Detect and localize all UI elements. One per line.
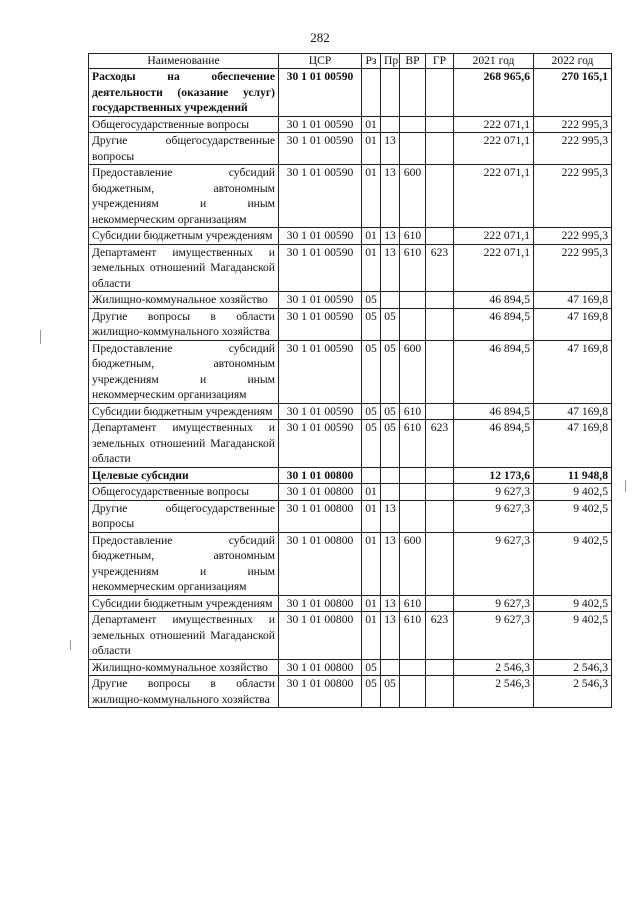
- row-csr: 30 1 01 00800: [279, 595, 362, 612]
- row-2021: 222 071,1: [454, 165, 534, 228]
- row-rz: 01: [362, 484, 381, 501]
- row-vr: [400, 133, 426, 165]
- row-2022: 47 169,8: [534, 420, 612, 468]
- table-row: [89, 484, 612, 501]
- row-pr: [381, 116, 400, 133]
- row-csr: 30 1 01 00590: [279, 292, 362, 309]
- table-row: [89, 403, 612, 420]
- row-rz: 01: [362, 532, 381, 595]
- row-name: Субсидии бюджетным учреждениям: [89, 403, 279, 420]
- row-2021: 222 071,1: [454, 244, 534, 292]
- table-row: [89, 500, 612, 532]
- row-2021: 9 627,3: [454, 612, 534, 660]
- row-rz: 01: [362, 165, 381, 228]
- row-gr: [426, 228, 454, 245]
- row-2021: 46 894,5: [454, 292, 534, 309]
- row-rz: [362, 467, 381, 484]
- row-gr: [426, 308, 454, 340]
- row-vr: [400, 292, 426, 309]
- row-rz: 01: [362, 228, 381, 245]
- row-name: Департамент имущественных и земельных отношений Магаданской области: [89, 244, 279, 292]
- row-pr: [381, 292, 400, 309]
- row-2022: 222 995,3: [534, 228, 612, 245]
- row-gr: 623: [426, 420, 454, 468]
- row-csr: 30 1 01 00590: [279, 69, 362, 117]
- row-gr: [426, 133, 454, 165]
- row-vr: [400, 659, 426, 676]
- table-row: [89, 420, 612, 468]
- row-pr: 13: [381, 165, 400, 228]
- row-name: Другие общегосударственные вопросы: [89, 500, 279, 532]
- header-vr: ВР: [400, 54, 426, 69]
- row-pr: [381, 659, 400, 676]
- row-csr: 30 1 01 00800: [279, 659, 362, 676]
- table-row: [89, 228, 612, 245]
- row-name: Предоставление субсидий бюджетным, автономным учреждениям и иным некоммерческим организациям: [89, 532, 279, 595]
- row-pr: 13: [381, 612, 400, 660]
- row-pr: [381, 69, 400, 117]
- row-csr: 30 1 01 00800: [279, 467, 362, 484]
- row-2022: 9 402,5: [534, 500, 612, 532]
- table-row: [89, 69, 612, 117]
- scan-mark: [625, 480, 626, 492]
- row-gr: [426, 403, 454, 420]
- row-csr: 30 1 01 00590: [279, 403, 362, 420]
- row-csr: 30 1 01 00800: [279, 612, 362, 660]
- row-pr: 05: [381, 340, 400, 403]
- row-vr: 610: [400, 244, 426, 292]
- row-2022: 222 995,3: [534, 116, 612, 133]
- row-name: Другие вопросы в области жилищно-коммунального хозяйства: [89, 308, 279, 340]
- row-pr: 13: [381, 244, 400, 292]
- row-pr: 05: [381, 676, 400, 708]
- row-gr: [426, 165, 454, 228]
- row-rz: 01: [362, 595, 381, 612]
- row-csr: 30 1 01 00590: [279, 133, 362, 165]
- table-row: [89, 676, 612, 708]
- table-body: [89, 69, 612, 708]
- row-2021: 46 894,5: [454, 403, 534, 420]
- row-name: Департамент имущественных и земельных отношений Магаданской области: [89, 612, 279, 660]
- row-2021: 9 627,3: [454, 484, 534, 501]
- scan-mark: [70, 640, 71, 650]
- row-name: Другие общегосударственные вопросы: [89, 133, 279, 165]
- row-gr: [426, 340, 454, 403]
- table-row: [89, 340, 612, 403]
- row-rz: 01: [362, 244, 381, 292]
- row-rz: 05: [362, 308, 381, 340]
- row-rz: 05: [362, 659, 381, 676]
- row-gr: 623: [426, 612, 454, 660]
- row-csr: 30 1 01 00590: [279, 244, 362, 292]
- row-rz: 01: [362, 612, 381, 660]
- row-pr: 05: [381, 308, 400, 340]
- row-vr: [400, 69, 426, 117]
- row-name: Субсидии бюджетным учреждениям: [89, 228, 279, 245]
- row-vr: 600: [400, 165, 426, 228]
- row-csr: 30 1 01 00590: [279, 420, 362, 468]
- table-row: [89, 467, 612, 484]
- row-name: Департамент имущественных и земельных отношений Магаданской области: [89, 420, 279, 468]
- row-name: Целевые субсидии: [89, 467, 279, 484]
- row-gr: [426, 484, 454, 501]
- header-rz: Рз: [362, 54, 381, 69]
- row-2021: 268 965,6: [454, 69, 534, 117]
- row-csr: 30 1 01 00800: [279, 676, 362, 708]
- row-2022: 222 995,3: [534, 244, 612, 292]
- row-2021: 46 894,5: [454, 308, 534, 340]
- row-pr: [381, 467, 400, 484]
- row-vr: 610: [400, 420, 426, 468]
- row-rz: 01: [362, 133, 381, 165]
- row-vr: [400, 116, 426, 133]
- row-2022: 47 169,8: [534, 403, 612, 420]
- row-2021: 9 627,3: [454, 595, 534, 612]
- row-csr: 30 1 01 00590: [279, 308, 362, 340]
- header-csr: ЦСР: [279, 54, 362, 69]
- page-number: 282: [310, 30, 330, 45]
- row-pr: 13: [381, 595, 400, 612]
- table-row: [89, 165, 612, 228]
- row-csr: 30 1 01 00590: [279, 116, 362, 133]
- row-2022: 270 165,1: [534, 69, 612, 117]
- row-2022: 9 402,5: [534, 595, 612, 612]
- row-name: Предоставление субсидий бюджетным, автономным учреждениям и иным некоммерческим организациям: [89, 340, 279, 403]
- row-vr: 610: [400, 403, 426, 420]
- table-row: [89, 595, 612, 612]
- row-gr: 623: [426, 244, 454, 292]
- row-csr: 30 1 01 00800: [279, 484, 362, 501]
- row-csr: 30 1 01 00590: [279, 165, 362, 228]
- table-row: [89, 612, 612, 660]
- row-gr: [426, 69, 454, 117]
- row-gr: [426, 116, 454, 133]
- row-rz: 01: [362, 116, 381, 133]
- row-gr: [426, 532, 454, 595]
- row-2022: 2 546,3: [534, 659, 612, 676]
- header-row: [89, 54, 612, 69]
- scan-mark: [40, 330, 41, 344]
- row-rz: 05: [362, 292, 381, 309]
- row-vr: 600: [400, 532, 426, 595]
- row-vr: 610: [400, 595, 426, 612]
- row-vr: 610: [400, 612, 426, 660]
- row-2022: 9 402,5: [534, 532, 612, 595]
- row-2021: 12 173,6: [454, 467, 534, 484]
- header-gr: ГР: [426, 54, 454, 69]
- row-rz: 01: [362, 500, 381, 532]
- table-row: [89, 116, 612, 133]
- row-name: Общегосударственные вопросы: [89, 116, 279, 133]
- table-row: [89, 659, 612, 676]
- header-name: Наименование: [89, 54, 279, 69]
- row-gr: [426, 676, 454, 708]
- row-gr: [426, 467, 454, 484]
- header-2022: 2022 год: [534, 54, 612, 69]
- row-name: Предоставление субсидий бюджетным, автономным учреждениям и иным некоммерческим организациям: [89, 165, 279, 228]
- row-rz: [362, 69, 381, 117]
- row-csr: 30 1 01 00800: [279, 500, 362, 532]
- row-2021: 2 546,3: [454, 676, 534, 708]
- row-vr: [400, 500, 426, 532]
- row-rz: 05: [362, 676, 381, 708]
- row-gr: [426, 500, 454, 532]
- row-pr: [381, 484, 400, 501]
- row-2021: 46 894,5: [454, 340, 534, 403]
- row-name: Жилищно-коммунальное хозяйство: [89, 659, 279, 676]
- row-2021: 222 071,1: [454, 228, 534, 245]
- row-vr: 610: [400, 228, 426, 245]
- row-2022: 47 169,8: [534, 292, 612, 309]
- row-2022: 9 402,5: [534, 612, 612, 660]
- row-pr: 13: [381, 228, 400, 245]
- row-name: Другие вопросы в области жилищно-коммунального хозяйства: [89, 676, 279, 708]
- row-gr: [426, 595, 454, 612]
- row-vr: 600: [400, 340, 426, 403]
- budget-table: [88, 53, 612, 708]
- row-2021: 222 071,1: [454, 133, 534, 165]
- row-vr: [400, 308, 426, 340]
- row-name: Жилищно-коммунальное хозяйство: [89, 292, 279, 309]
- row-gr: [426, 292, 454, 309]
- row-2021: 46 894,5: [454, 420, 534, 468]
- row-2022: 47 169,8: [534, 340, 612, 403]
- row-2022: 222 995,3: [534, 133, 612, 165]
- table-row: [89, 133, 612, 165]
- row-name: Субсидии бюджетным учреждениям: [89, 595, 279, 612]
- row-2022: 47 169,8: [534, 308, 612, 340]
- table-row: [89, 532, 612, 595]
- table-row: [89, 292, 612, 309]
- row-pr: 13: [381, 133, 400, 165]
- row-vr: [400, 484, 426, 501]
- row-2022: 2 546,3: [534, 676, 612, 708]
- row-2021: 222 071,1: [454, 116, 534, 133]
- table-header: [89, 54, 612, 69]
- row-csr: 30 1 01 00800: [279, 532, 362, 595]
- row-rz: 05: [362, 340, 381, 403]
- table-row: [89, 244, 612, 292]
- row-rz: 05: [362, 420, 381, 468]
- row-pr: 13: [381, 500, 400, 532]
- row-pr: 13: [381, 532, 400, 595]
- table-row: [89, 308, 612, 340]
- row-2022: 11 948,8: [534, 467, 612, 484]
- row-gr: [426, 659, 454, 676]
- row-name: Расходы на обеспечение деятельности (оказание услуг) государственных учреждений: [89, 69, 279, 117]
- header-2021: 2021 год: [454, 54, 534, 69]
- row-vr: [400, 676, 426, 708]
- row-csr: 30 1 01 00590: [279, 228, 362, 245]
- row-rz: 05: [362, 403, 381, 420]
- row-2022: 222 995,3: [534, 165, 612, 228]
- row-2021: 9 627,3: [454, 532, 534, 595]
- row-pr: 05: [381, 420, 400, 468]
- row-2022: 9 402,5: [534, 484, 612, 501]
- row-vr: [400, 467, 426, 484]
- row-name: Общегосударственные вопросы: [89, 484, 279, 501]
- row-csr: 30 1 01 00590: [279, 340, 362, 403]
- header-pr: Пр: [381, 54, 400, 69]
- row-2021: 2 546,3: [454, 659, 534, 676]
- row-2021: 9 627,3: [454, 500, 534, 532]
- row-pr: 05: [381, 403, 400, 420]
